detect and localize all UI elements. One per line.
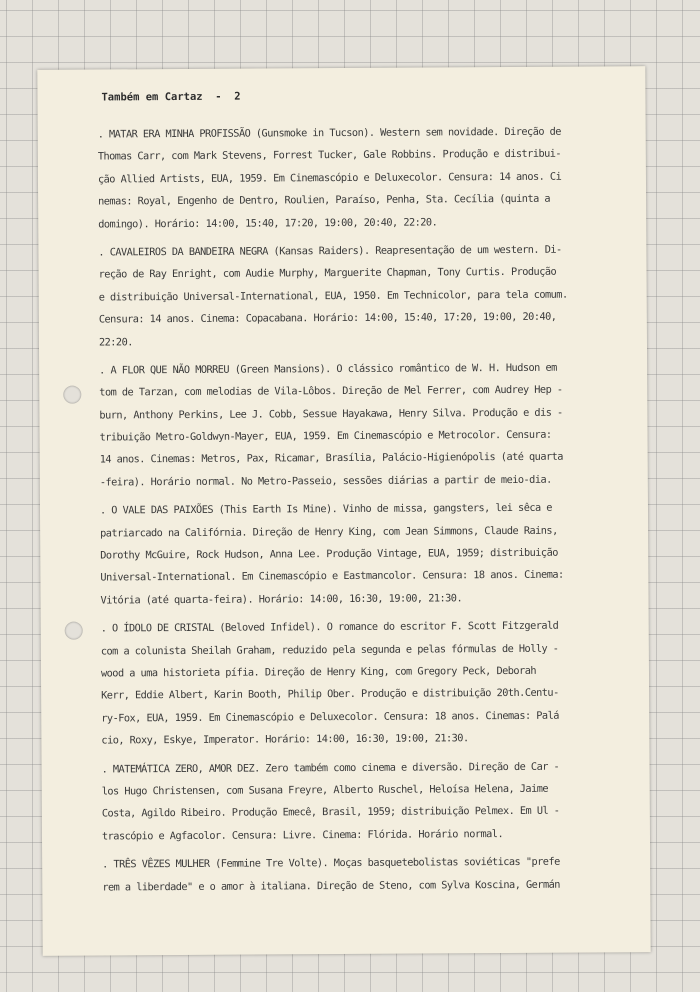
text-line: . A FLOR QUE NÃO MORREU (Green Mansions). O clássico romântico de W. H. Hudson em: [99, 361, 557, 377]
text-line: . O ÍDOLO DE CRISTAL (Beloved Infidel). O romance do escritor F. Scott Fitzgerald: [100, 619, 559, 635]
punch-hole: [65, 622, 83, 640]
text-line: tom de Tarzan, com melodias de Vila-Lôbos. Direção de Mel Ferrer, com Audrey Hep -: [99, 383, 563, 399]
text-line: com a colunista Sheilah Graham, reduzido pela segunda e pelas fórmulas de Holly -: [100, 642, 559, 658]
text-line: Kerr, Eddie Albert, Karin Booth, Philip Ober. Produção e distribuição 20th.Centu-: [101, 687, 559, 702]
text-line: rem a liberdade" e o amor à italiana. Direção de Steno, com Sylva Koscina, Germán: [102, 878, 560, 893]
punch-hole: [63, 386, 81, 404]
text-line: Dorothy McGuire, Rock Hudson, Anna Lee. Produção Vintage, EUA, 1959; distribuição: [100, 546, 558, 562]
film-entry: [98, 120, 639, 235]
text-line: Censura: 14 anos. Cinema: Copacabana. Horário: 14:00, 15:40, 17:20, 19:00, 20:40,: [98, 310, 557, 326]
text-line: . O VALE DAS PAIXÕES (This Earth Is Mine). Vinho de missa, gangsters, lei sêca e: [99, 501, 552, 517]
page-header: Também em Cartaz - 2: [101, 90, 241, 104]
text-line: -feira). Horário normal. No Metro-Passeio, sessões diárias a partir de meio-dia.: [99, 473, 552, 489]
film-entry: [98, 238, 639, 353]
text-line: . MATAR ERA MINHA PROFISSÃO (Gunsmoke in Tucson). Western sem novidade. Direção de: [97, 125, 561, 141]
text-line: . CAVALEIROS DA BANDEIRA NEGRA (Kansas Raiders). Reapresentação de um western. Di-: [98, 243, 562, 259]
text-line: . MATEMÁTICA ZERO, AMOR DEZ. Zero também como cinema e diversão. Direção de Car -: [101, 760, 560, 776]
text-line: wood a uma historieta pífia. Direção de Henry King, com Gregory Peck, Deborah: [100, 664, 537, 680]
text-line: reção de Ray Enright, com Audie Murphy, Marguerite Chapman, Tony Curtis. Produção: [98, 266, 557, 281]
film-entry: [101, 614, 642, 752]
text-line: ção Allied Artists, EUA, 1959. Em Cinemascópio e Deluxecolor. Censura: 14 anos. Ci: [97, 170, 562, 186]
film-entry: [100, 496, 641, 611]
text-line: Vitória (até quarta-feira). Horário: 14:00, 16:30, 19:00, 21:30.: [100, 592, 463, 607]
text-line: patriarcado na Califórnia. Direção de Henry King, com Jean Simmons, Claude Rains,: [100, 524, 558, 540]
text-line: domingo). Horário: 14:00, 15:40, 17:20, 19:00, 20:40, 22:20.: [98, 215, 438, 231]
text-line: tribuição Metro-Goldwyn-Mayer, EUA, 1959. Em Cinemascópio e Metrocolor. Censura:: [99, 428, 552, 444]
review-entries: [98, 120, 643, 904]
film-entry: [99, 356, 640, 494]
text-line: 14 anos. Cinemas: Metros, Pax, Ricamar, Brasília, Palácio-Higienópolis (até quarta: [99, 451, 563, 466]
text-line: 22:20.: [98, 335, 133, 349]
text-line: Thomas Carr, com Mark Stevens, Forrest Tucker, Gale Robbins. Produção e distribui-: [97, 148, 562, 163]
text-line: los Hugo Christensen, com Susana Freyre, Alberto Ruschel, Heloísa Helena, Jaime: [101, 782, 549, 798]
text-line: e distribuição Universal-International, EUA, 1950. Em Technicolor, para tela comum.: [98, 288, 568, 304]
text-line: nemas: Royal, Engenho de Dentro, Roulien, Paraíso, Penha, Sta. Cecília (quinta a: [98, 192, 551, 208]
text-line: ry-Fox, EUA, 1959. Em Cinemascópio e Deluxecolor. Censura: 18 anos. Cinemas: Palá: [101, 709, 559, 725]
film-entry: [102, 755, 643, 848]
text-line: Costa, Agildo Ribeiro. Produção Emecê, Brasil, 1959; distribuição Pelmex. Em Ul -: [101, 805, 560, 820]
film-entry: [102, 850, 642, 898]
text-line: Universal-International. Em Cinemascópio e Eastmancolor. Censura: 18 anos. Cinema:: [100, 569, 564, 584]
text-line: burn, Anthony Perkins, Lee J. Cobb, Sessue Hayakawa, Henry Silva. Produção e dis -: [99, 406, 563, 422]
text-line: cio, Roxy, Eskye, Imperator. Horário: 14:00, 16:30, 19:00, 21:30.: [101, 732, 469, 747]
text-line: . TRÊS VÊZES MULHER (Femmine Tre Volte). Moças basquetebolistas soviéticas "prefe: [102, 855, 560, 871]
typewritten-page: [37, 66, 650, 956]
text-line: trascópio e Agfacolor. Censura: Livre. Cinema: Flórida. Horário normal.: [101, 827, 504, 843]
